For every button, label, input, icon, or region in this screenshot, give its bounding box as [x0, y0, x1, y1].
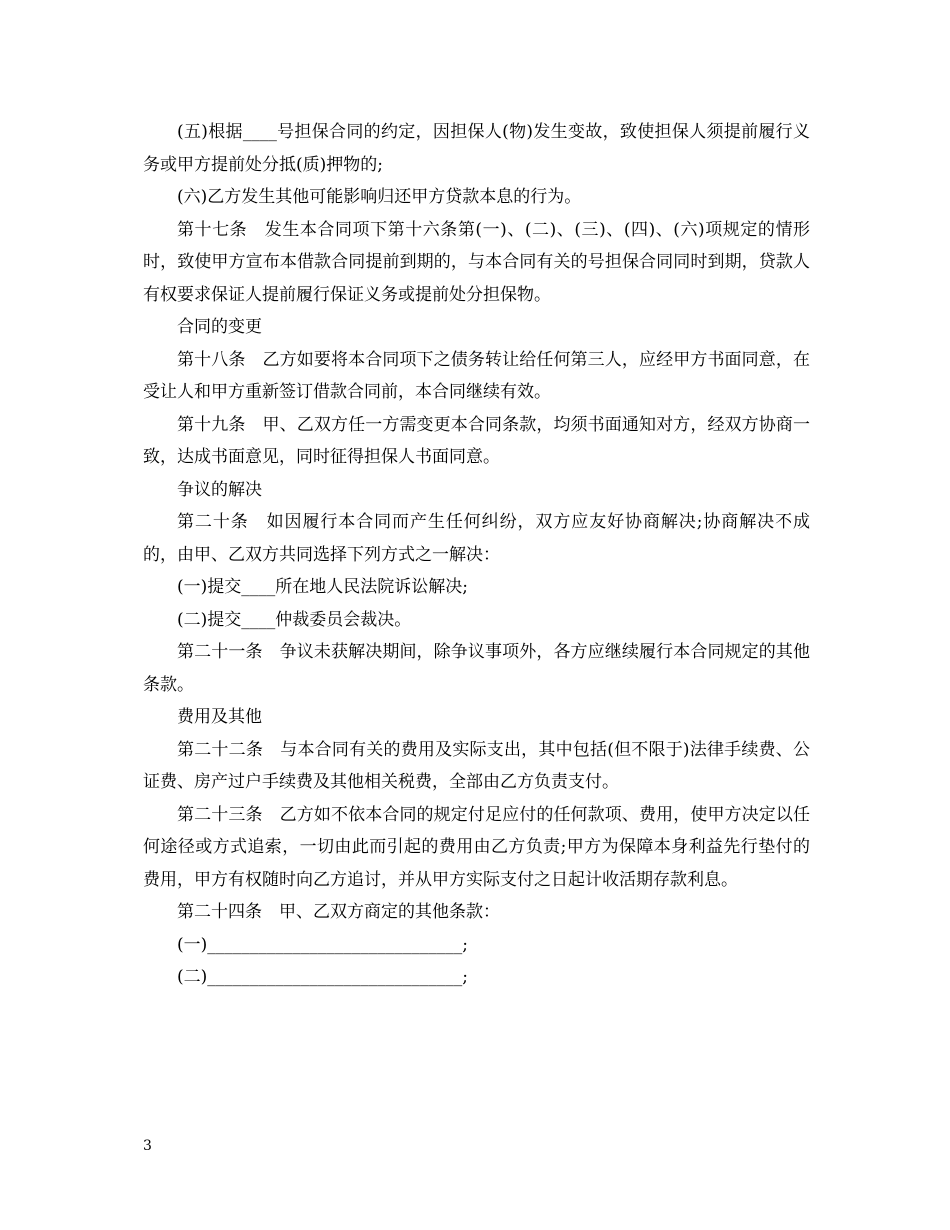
clause-17: 第十七条 发生本合同项下第十六条第(一)、(二)、(三)、(四)、(六)项规定的情形时，致使甲方宣布本借款合同提前到期的，与本合同有关的号担保合同同时到期，贷款人有权要求保证人提前履行保证义务或提前处分担保物。: [143, 219, 810, 305]
section-heading-contract-change: 合同的变更: [177, 317, 262, 337]
clause-20-item-1: (一)提交____所在地人民法院诉讼解决;: [177, 577, 468, 597]
clause-24-item-2: (二)______________________________;: [177, 967, 468, 987]
clause-24: 第二十四条 甲、乙双方商定的其他条款：: [177, 902, 500, 922]
clause-20: 第二十条 如因履行本合同而产生任何纠纷，双方应友好协商解决;协商解决不成的，由甲、乙双方共同选择下列方式之一解决：: [143, 512, 810, 565]
clause-16-item-6: (六)乙方发生其他可能影响归还甲方贷款本息的行为。: [177, 187, 582, 207]
clause-22: 第二十二条 与本合同有关的费用及实际支出，其中包括(但不限于)法律手续费、公证费、房产过户手续费及其他相关税费，全部由乙方负责支付。: [143, 739, 810, 792]
clause-18: 第十八条 乙方如要将本合同项下之债务转让给任何第三人，应经甲方书面同意，在受让人和甲方重新签订借款合同前，本合同继续有效。: [143, 349, 810, 402]
section-heading-dispute-resolution: 争议的解决: [177, 479, 262, 500]
clause-23: 第二十三条 乙方如不依本合同的规定付足应付的任何款项、费用，使甲方决定以任何途径或方式追索，一切由此而引起的费用由乙方负责;甲方为保障本身利益先行垫付的费用，甲方有权随时向乙方追讨，并从甲方实际支付之日起计收活期存款利息。: [143, 804, 810, 890]
clause-24-item-1: (一)______________________________;: [177, 934, 468, 955]
clause-21: 第二十一条 争议未获解决期间，除争议事项外，各方应继续履行本合同规定的其他条款。: [143, 642, 810, 695]
clause-19: 第十九条 甲、乙双方任一方需变更本合同条款，均须书面通知对方，经双方协商一致，达成书面意见，同时征得担保人书面同意。: [143, 414, 810, 467]
clause-20-item-2: (二)提交____仲裁委员会裁决。: [177, 609, 412, 630]
clause-16-item-5: (五)根据____号担保合同的约定，因担保人(物)发生变故，致使担保人须提前履行义务或甲方提前处分抵(质)押物的;: [143, 122, 810, 175]
document-body: [143, 116, 810, 994]
section-heading-fees-and-other: 费用及其他: [177, 707, 262, 727]
page-number: 3: [143, 1138, 152, 1154]
